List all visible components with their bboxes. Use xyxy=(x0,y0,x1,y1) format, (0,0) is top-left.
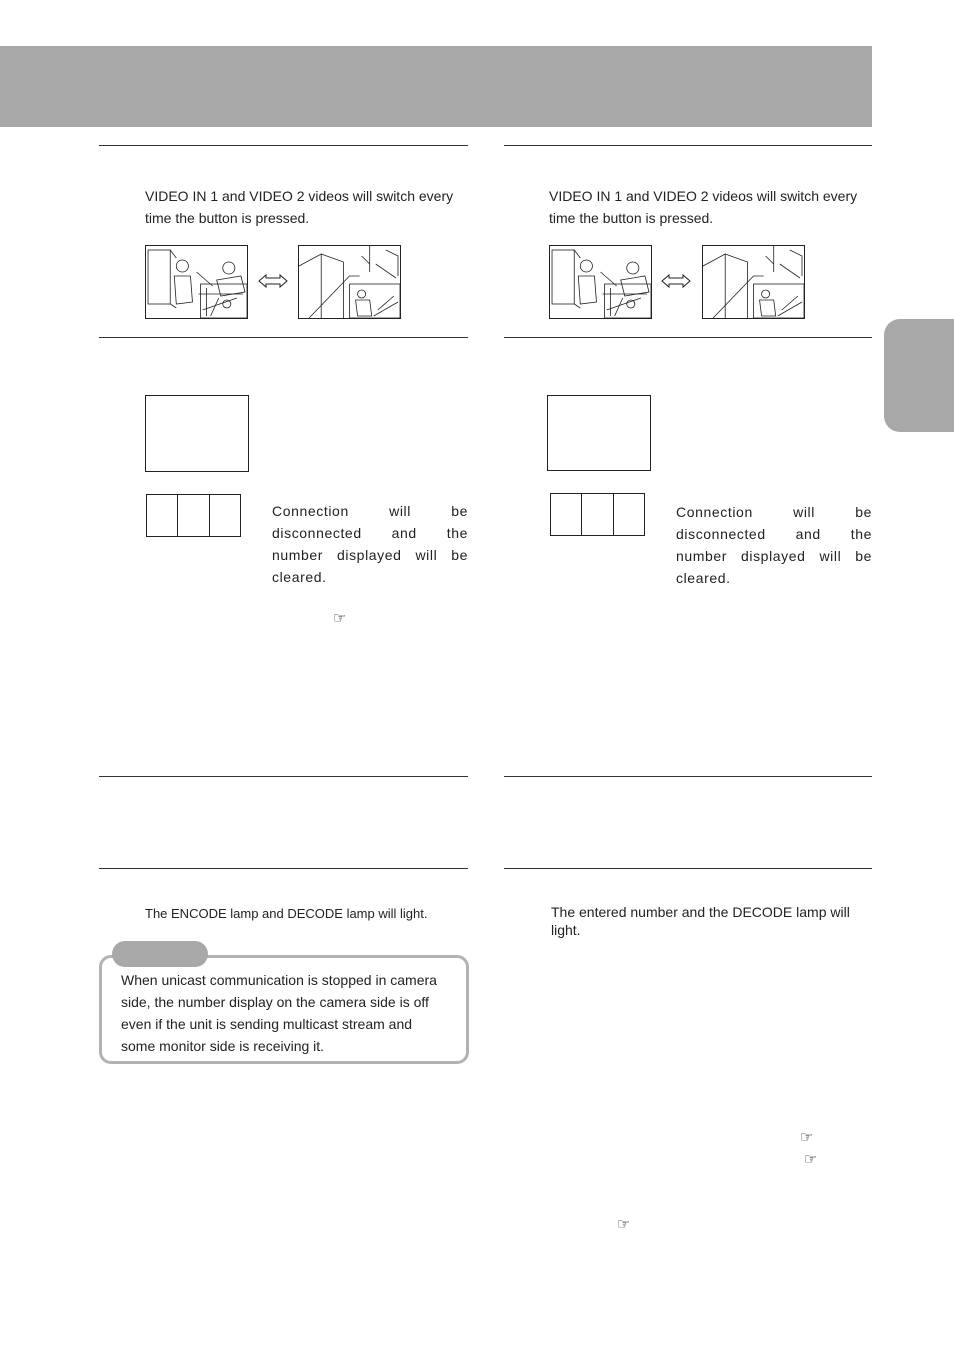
digit-3 xyxy=(613,494,644,535)
left-monitor-display xyxy=(145,395,249,472)
left-video-switch-text: VIDEO IN 1 and VIDEO 2 videos will switch every time the button is pressed. xyxy=(145,188,454,226)
digit-1 xyxy=(147,495,177,536)
right-disconnect-text: Connection will be disconnected and the number displayed will be cleared. xyxy=(676,504,872,586)
digit-1 xyxy=(551,494,581,535)
left-disconnect-text: Connection will be disconnected and the number displayed will be cleared. xyxy=(272,503,468,585)
digit-2 xyxy=(581,494,612,535)
section-rule-right-4 xyxy=(504,868,872,869)
right-lamp-text: The entered number and the DECODE lamp will light. xyxy=(551,904,850,938)
left-number-display xyxy=(146,494,241,537)
side-tab xyxy=(884,319,954,432)
header-band xyxy=(0,46,872,127)
right-reference-icon-3: ☞ xyxy=(617,1216,631,1233)
right-video-in1-scene xyxy=(549,245,652,319)
section-rule-left-4 xyxy=(99,868,468,869)
section-rule-right-2 xyxy=(504,337,872,338)
right-switch-arrow-icon xyxy=(660,273,692,289)
section-rule-left-3 xyxy=(99,776,468,777)
note-tab xyxy=(112,941,208,967)
section-rule-left-1 xyxy=(99,145,468,146)
right-reference-icon-1: ☞ xyxy=(800,1129,814,1146)
right-number-display xyxy=(550,493,645,536)
left-lamp-text: The ENCODE lamp and DECODE lamp will light. xyxy=(145,906,428,921)
digit-3 xyxy=(209,495,240,536)
digit-2 xyxy=(177,495,208,536)
left-video-in1-scene xyxy=(145,245,248,319)
right-reference-icon-2: ☞ xyxy=(804,1151,818,1168)
left-reference-icon: ☞ xyxy=(333,610,347,627)
section-rule-left-2 xyxy=(99,337,468,338)
section-rule-right-3 xyxy=(504,776,872,777)
section-rule-right-1 xyxy=(504,145,872,146)
right-monitor-display xyxy=(547,395,651,471)
left-switch-arrow-icon xyxy=(257,273,289,289)
left-video-in2-scene xyxy=(298,245,401,319)
right-video-switch-text: VIDEO IN 1 and VIDEO 2 videos will switch every time the button is pressed. xyxy=(549,188,858,226)
note-text: When unicast communication is stopped in camera side, the number display on the camera side is off even if the unit is sending multicast stream and some monitor side is receiving it. xyxy=(121,972,437,1054)
right-video-in2-scene xyxy=(702,245,805,319)
